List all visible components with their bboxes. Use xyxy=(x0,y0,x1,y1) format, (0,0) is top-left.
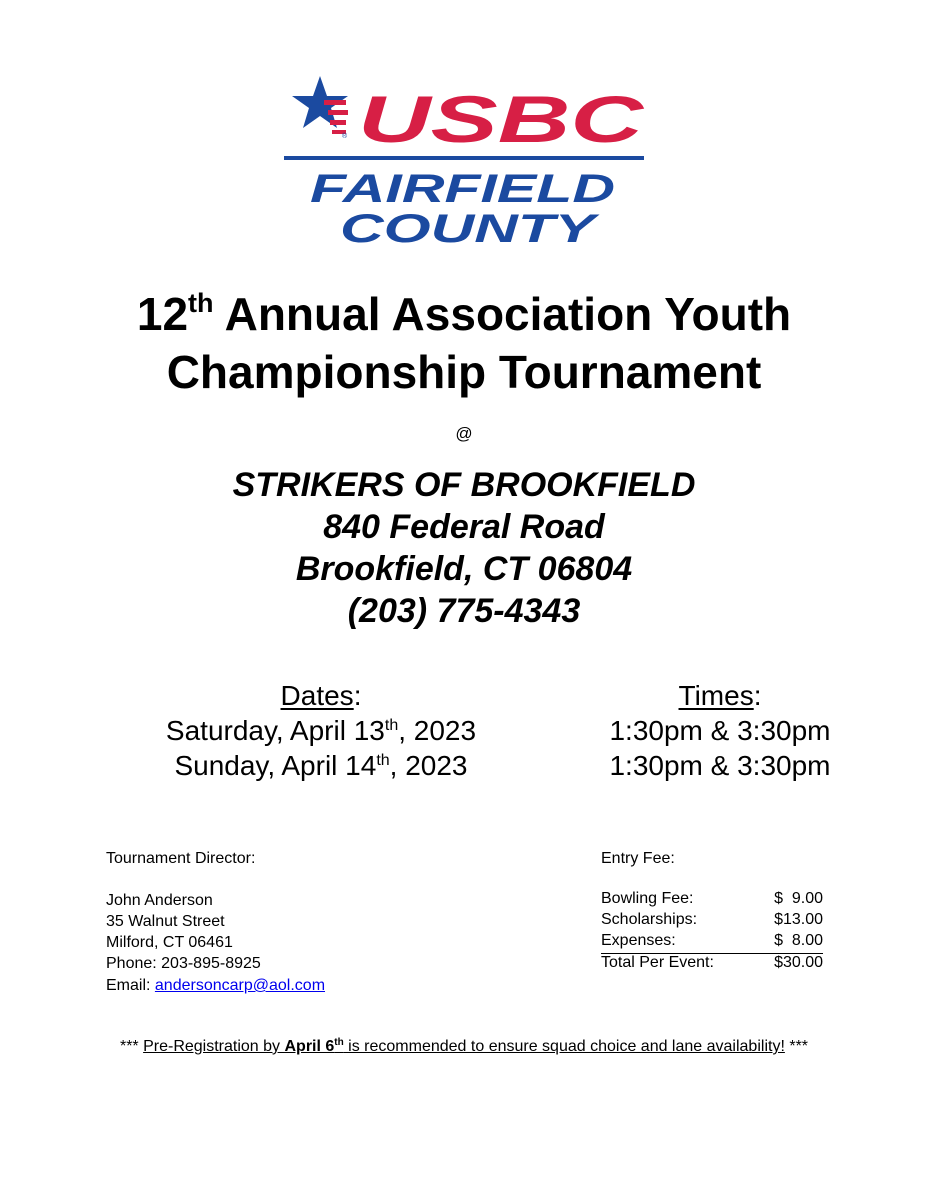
director-name: John Anderson xyxy=(106,892,213,909)
date-row-2: Sunday, April 14th, 2023 xyxy=(174,750,468,781)
fee-row-scholarships: Scholarships: $13.00 xyxy=(601,911,823,928)
fee-row-bowling: Bowling Fee: $ 9.00 xyxy=(601,890,823,907)
dates-heading: Dates: xyxy=(280,680,362,711)
venue-phone: (203) 775-4343 xyxy=(347,592,581,630)
times-heading: Times: xyxy=(678,680,762,711)
logo-county: COUNTY xyxy=(340,207,601,250)
time-row-1: 1:30pm & 3:30pm xyxy=(609,715,831,746)
director-phone: Phone: 203-895-8925 xyxy=(106,955,261,972)
pre-registration-note: *** Pre-Registration by April 6th is recommended to ensure squad choice and lane availability! *** xyxy=(119,1037,809,1055)
at-symbol: @ xyxy=(455,424,473,443)
fee-row-total: Total Per Event: $30.00 xyxy=(601,954,823,971)
time-row-2: 1:30pm & 3:30pm xyxy=(609,750,831,781)
date-row-1: Saturday, April 13th, 2023 xyxy=(165,715,477,746)
venue-city: Brookfield, CT 06804 xyxy=(295,550,633,588)
registered-mark: ® xyxy=(342,133,348,140)
director-street: 35 Walnut Street xyxy=(106,913,225,930)
title-line-2: Championship Tournament xyxy=(166,346,762,398)
entry-fee-heading: Entry Fee: xyxy=(601,850,675,867)
title-line-1: 12th Annual Association Youth xyxy=(136,288,792,340)
director-heading: Tournament Director: xyxy=(106,850,256,867)
director-city: Milford, CT 06461 xyxy=(106,934,233,951)
venue-name: STRIKERS OF BROOKFIELD xyxy=(232,466,696,504)
director-email-line: Email: andersoncarp@aol.com xyxy=(106,977,326,994)
director-email-link[interactable]: andersoncarp@aol.com xyxy=(154,977,326,994)
logo-divider xyxy=(284,156,644,160)
fee-row-expenses: Expenses: $ 8.00 xyxy=(601,932,823,954)
usbc-fairfield-county-logo xyxy=(280,70,650,250)
venue-street: 840 Federal Road xyxy=(323,508,605,546)
usbc-wordmark: USBC xyxy=(358,82,646,156)
logo-fairfield: FAIRFIELD xyxy=(310,167,615,211)
